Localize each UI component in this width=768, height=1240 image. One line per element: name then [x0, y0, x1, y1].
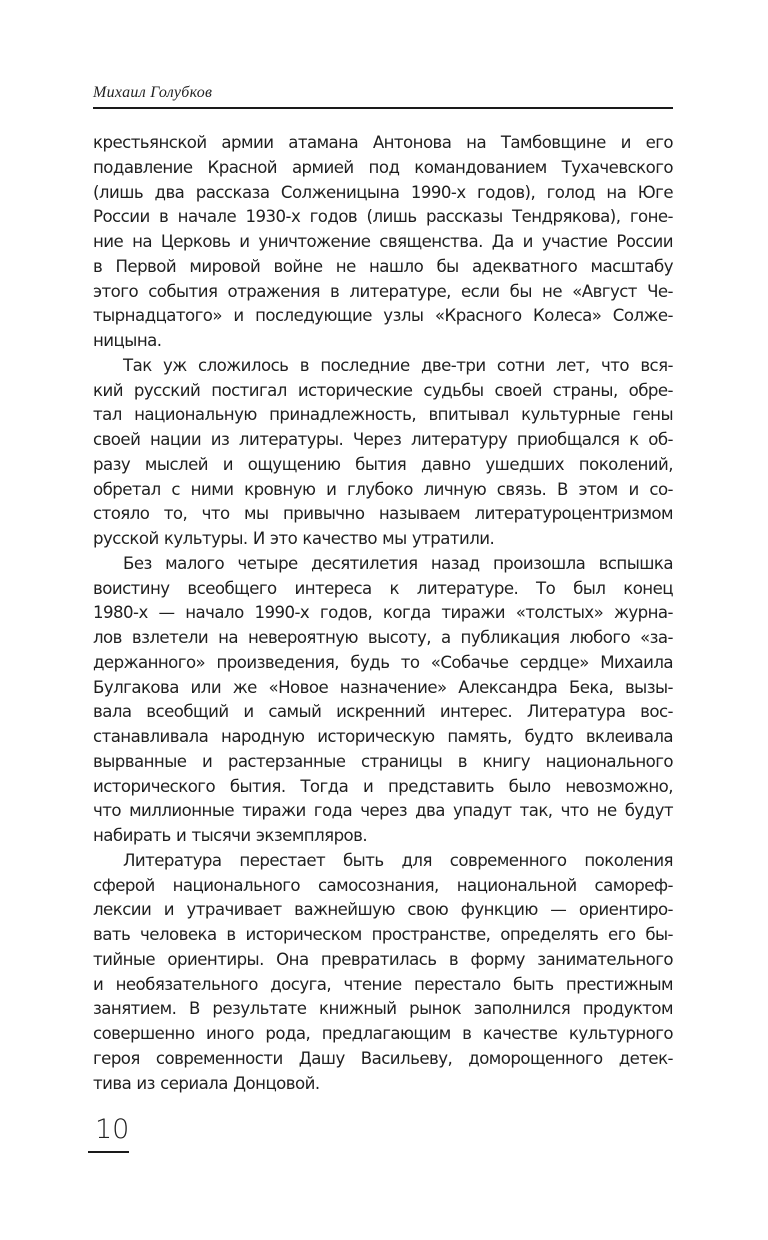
text-line: (лишь два рассказа Солженицына 1990-х годов), голод на Юге [93, 182, 673, 202]
text-line: вала всеобщий и самый искренний интерес. Литература вос- [93, 702, 673, 722]
text-line: в Первой мировой войне не нашло бы адекватного масштабу [93, 256, 673, 276]
text-line: Так уж сложилось в последние две-три сотни лет, что вся- [123, 355, 673, 375]
text-line: этого события отражения в литературе, если бы не «Август Че- [93, 281, 673, 301]
text-line: вать человека в историческом пространстве, определять его бы- [93, 925, 673, 944]
text-line: что миллионные тиражи года через два упадут так, что не будут [93, 801, 673, 821]
paragraph [93, 849, 673, 1097]
text-line: набирать и тысячи экземпляров. [93, 826, 368, 845]
text-line: воистину всеобщего интереса к литературе. То был конец [93, 578, 673, 598]
text-line: сферой национального самосознания, национальной самореф- [93, 875, 673, 895]
text-line: русской культуры. И это качество мы утратили. [93, 529, 495, 548]
text-line: 1980-х — начало 1990-х годов, когда тиражи «толстых» журна- [93, 603, 673, 623]
paragraph [93, 552, 673, 849]
text-line: держанного» произведения, будь то «Собачье сердце» Михаила [93, 652, 673, 672]
page-number: 10 [95, 1114, 130, 1145]
text-line: Без малого четыре десятилетия назад произошла вспышка [123, 553, 673, 573]
text-line: кий русский постигал исторические судьбы своей страны, обре- [93, 380, 673, 400]
text-line: исторического бытия. Тогда и представить было невозможно, [93, 776, 673, 796]
text-line: лов взлетели на невероятную высоту, а публикация любого «за- [93, 628, 673, 647]
paragraph [93, 354, 673, 552]
text-line: тырнадцатого» и последующие узлы «Красного Колеса» Солже- [93, 306, 673, 326]
text-line: совершенно иного рода, предлагающим в качестве культурного [93, 1024, 673, 1043]
running-head-author: Михаил Голубков [93, 84, 213, 101]
text-line: тал национальную принадлежность, впитывал культурные гены [93, 405, 673, 425]
text-line: тийные ориентиры. Она превратилась в форму занимательного [93, 949, 673, 969]
text-line: ницына. [93, 331, 162, 350]
body-text [93, 131, 673, 1096]
text-line: Булгакова или же «Новое назначение» Александра Бека, вызы- [93, 677, 673, 697]
text-line: ние на Церковь и уничтожение священства. Да и участие России [93, 232, 673, 251]
text-line: лексии и утрачивает важнейшую свою функцию — ориентиро- [93, 900, 673, 920]
text-line: тива из сериала Донцовой. [93, 1073, 320, 1093]
text-line: вырванные и растерзанные страницы в книгу национального [93, 751, 673, 771]
text-line: героя современности Дашу Васильеву, доморощенного детек- [93, 1048, 673, 1068]
text-line: крестьянской армии атамана Антонова на Тамбовщине и его [93, 133, 673, 152]
text-line: своей нации из литературы. Через литературу приобщался к об- [93, 430, 673, 449]
text-line: станавливала народную историческую память, будто вклеивала [93, 727, 673, 746]
text-line: и необязательного досуга, чтение перестало быть престижным [93, 974, 673, 994]
paragraph [93, 131, 673, 354]
text-line: стояло то, что мы привычно называем литературоцентризмом [93, 504, 673, 524]
page-number-rule [88, 1151, 129, 1153]
text-line: России в начале 1930-х годов (лишь рассказы Тендрякова), гоне- [93, 207, 673, 227]
text-line: Литература перестает быть для современного поколения [123, 850, 673, 870]
text-line: обретал с ними кровную и глубоко личную связь. В этом и со- [93, 479, 673, 499]
text-line: занятием. В результате книжный рынок заполнился продуктом [93, 999, 673, 1019]
header-rule [93, 107, 673, 109]
text-line: разу мыслей и ощущению бытия давно ушедших поколений, [93, 454, 673, 474]
text-line: подавление Красной армией под командованием Тухачевского [93, 157, 673, 177]
